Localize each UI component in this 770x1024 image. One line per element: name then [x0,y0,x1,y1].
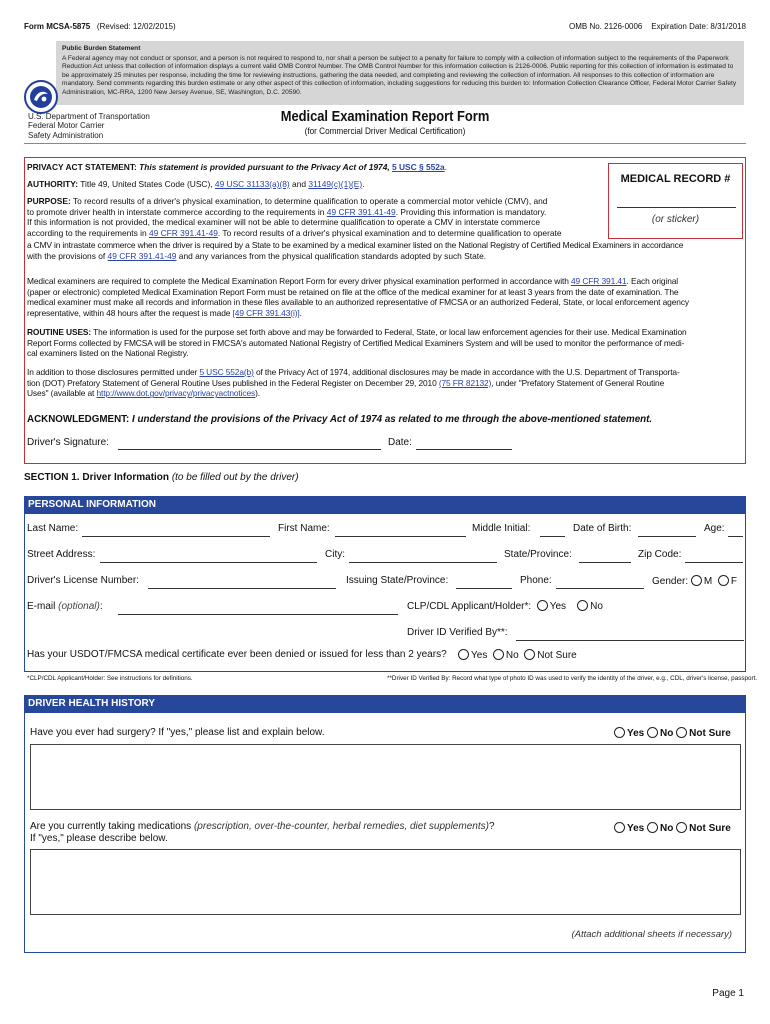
authority-link-2[interactable]: 31149(c)(1)(E) [308,179,363,189]
denied-notsure-label: Not Sure [537,650,577,661]
signature-date-field[interactable] [416,449,512,450]
phone-input[interactable] [556,588,644,589]
add-link-3[interactable]: http://www.dot.gov/privacy/privacyactnotices [96,388,256,399]
issuing-state-label: Issuing State/Province: [346,575,449,586]
agency-name [28,112,150,140]
authority-text: Title 49, United States Code (USC), [80,179,213,189]
section-1-label: SECTION 1. Driver Information [24,472,170,483]
last-name-label: Last Name: [27,523,79,534]
email-label: E-mail [27,601,56,612]
medication-yes-radio[interactable] [614,822,625,833]
city-input[interactable] [349,562,497,563]
agency-line-3: Safety Administration [28,130,104,140]
clp-no-radio[interactable] [577,600,588,611]
medication-question [30,821,495,832]
city-label: City: [325,549,345,560]
gender-group [652,575,737,587]
privacy-act-line: PRIVACY ACT STATEMENT: This statement is provided pursuant to the Privacy Act of 1974, 5 USC § 552a. [27,162,447,172]
clp-group [407,600,603,612]
add-text-1b: of the Privacy Act of 1974, additional disclosures may be made in accordance with the U.S. Department of Transporta- [255,367,680,377]
denied-yes-label: Yes [471,650,488,661]
gender-f-label: F [730,576,737,587]
req-link-2[interactable]: [49 CFR 391.43(i)] [232,307,300,318]
surgery-notsure-label: Not Sure [689,728,731,739]
clp-yes-radio[interactable] [537,600,548,611]
gender-label: Gender: [652,576,689,587]
surgery-question: Have you ever had surgery? If "yes," please list and explain below. [30,727,325,738]
denied-question: Has your USDOT/FMCSA medical certificate ever been denied or issued for less than 2 years? [27,649,447,660]
surgery-no-label: No [660,728,674,739]
purpose-block-2 [27,240,745,261]
license-label: Driver's License Number: [27,575,139,586]
medical-record-label: MEDICAL RECORD # [620,173,731,185]
health-history-header: DRIVER HEALTH HISTORY [24,695,746,713]
zip-input[interactable] [685,562,743,563]
routine-uses-block [27,327,745,359]
clp-yes-label: Yes [549,601,567,612]
burden-text: A Federal agency may not conduct or sponsor, and a person is not required to respond to, nor shall a person be subject to a penalty for failure to comply with a collection of information subject to the requirements of the Paperwork Reduction Act unless that collection of information displays a current valid OMB Control Number. The OMB Control Number for this information collection is 2126-0006. Public reporting for this collection of information is estimated to be approximately 25 minutes per response, including the time for reviewing instructions, gathering the data needed, and completing and reviewing the collection of information. All responses to this collection of information are mandatory. Send comments regarding this burden estimate or any other aspect of this collection of information, including suggestions for reducing this burden to: Information Collection Clearance Officer, Federal Motor Carrier Safety Administration, MC-RRA, 1200 New Jersey Avenue, SE, Washington, D.C. 20590. [62,54,737,96]
requirements-block [27,276,745,318]
denied-no-label: No [505,650,519,661]
medication-notsure-radio[interactable] [676,822,687,833]
purpose-text-4a: according to the requirements in [27,227,147,238]
acknowledgment-line [27,414,745,425]
medication-question-text: Are you currently taking medications [30,821,192,832]
surgery-yes-radio[interactable] [614,727,625,738]
issuing-state-input[interactable] [456,588,512,589]
purpose-block [27,196,607,238]
medication-textarea[interactable] [30,849,741,915]
req-text-4a: representative, within 48 hours after the request is made [27,307,231,318]
verified-label: Driver ID Verified By**: [407,627,508,638]
email-optional: (optional) [58,601,100,612]
first-name-label: First Name: [278,523,330,534]
email-label-group [27,601,103,612]
purpose-text-2: to promote driver health in interstate commerce according to the requirements in [27,206,325,217]
privacy-label: PRIVACY ACT STATEMENT: [27,162,137,172]
surgery-notsure-radio[interactable] [676,727,687,738]
agency-line-1: U.S. Department of Transportation [28,112,150,121]
purpose-text-3: If this information is not provided, the medical examiner will not be able to determine qualification to operate a CMV in interstate commerce [27,217,540,228]
signature-label: Driver's Signature: [27,437,109,448]
clp-no-label: No [590,601,603,612]
section-1-hint: (to be filled out by the driver) [171,472,299,483]
authority-and: and [292,179,307,189]
surgery-textarea[interactable] [30,744,741,810]
signature-date-label: Date: [388,437,412,448]
medication-notsure-label: Not Sure [689,823,731,834]
phone-label: Phone: [520,575,552,586]
medication-yes-label: Yes [627,823,645,834]
email-colon: : [99,601,103,612]
personal-info-header: PERSONAL INFORMATION [24,496,746,514]
signature-field[interactable] [118,449,381,450]
form-title: Medical Examination Report Form [280,108,490,125]
zip-label: Zip Code: [638,549,682,560]
denied-options [458,649,577,661]
dob-label: Date of Birth: [573,523,632,534]
email-input[interactable] [118,614,398,615]
medical-record-sticker-hint: (or sticker) [651,214,700,225]
medication-options [614,822,731,834]
purpose-text-2-end: . Providing this information is mandatory. [395,206,547,217]
purpose-link-2[interactable]: 49 CFR 391.41-49 [148,227,218,238]
purpose-text-5: a CMV in intrastate commerce when the driver is required by a State to be examined by a medical examiner listed on the National Registry of Certified Medical Examiners in accordance [27,240,684,250]
attach-sheets-note: (Attach additional sheets if necessary) [571,929,732,940]
surgery-options [614,727,731,739]
gender-m-radio[interactable] [691,575,702,586]
add-text-2b: , under "Prefatory Statement of General Routine [491,377,665,388]
purpose-link-3[interactable]: 49 CFR 391.41-49 [107,250,177,261]
authority-label: AUTHORITY: [27,179,79,189]
req-text-2: (paper or electronic) completed Medical Examination Report Form must be retained on file at the office of the medical examiner for at least 3 years from the date of examination. The [27,286,679,297]
verified-input[interactable] [516,640,744,641]
public-burden-statement [56,41,744,105]
state-label: State/Province: [504,549,572,560]
routine-label: ROUTINE USES: [27,327,92,337]
surgery-yes-label: Yes [627,728,645,739]
state-input[interactable] [579,562,631,563]
clp-footnote: *CLP/CDL Applicant/Holder: See instructions for definitions. [27,675,193,682]
purpose-label: PURPOSE: [27,196,71,206]
agency-line-2: Federal Motor Carrier [28,121,105,131]
license-input[interactable] [148,588,336,589]
req-text-4b: . [299,307,302,318]
revised-date: (Revised: 12/02/2015) [96,22,176,31]
purpose-link-1[interactable]: 49 CFR 391.41-49 [326,206,396,217]
surgery-no-radio[interactable] [647,727,658,738]
privacy-statement-text: This statement is provided pursuant to the Privacy Act of 1974, [139,162,390,172]
add-link-1[interactable]: 5 USC 552a(b) [199,367,254,377]
purpose-text-6b: and any variances from the physical qualification standards adopted by such State. [178,250,487,261]
req-text-3: medical examiner must make all records and information in these files available to an authorized representative of FMCSA or an authorized Federal, State, or local enforcement agency [27,297,690,308]
additional-disclosures-block [27,367,745,399]
routine-text-3: cal examiners listed on the National Registry. [27,348,189,359]
add-text-3a: Uses" (available at [27,388,95,399]
clp-label: CLP/CDL Applicant/Holder*: [407,601,532,612]
purpose-text-4b: . To record results of a driver's physical examination and to determine qualification to operate [217,227,562,238]
form-number: Form MCSA-5875 [24,22,91,31]
form-subtitle: (for Commercial Driver Medical Certification) [304,126,466,137]
verified-footnote: **Driver ID Verified By: Record what type of photo ID was used to verify the identity of the driver, e.g., CDL, driver's license, passport. [387,675,758,682]
medical-record-box[interactable] [608,163,743,239]
denied-no-radio[interactable] [493,649,504,660]
denied-yes-radio[interactable] [458,649,469,660]
req-text-1b: . Each original [626,276,679,286]
add-text-2a: tion (DOT) Prefatory Statement of General Routine Uses published in the Federal Register on December 29, 2010 [27,377,437,388]
header-divider [24,143,746,144]
req-link-1[interactable]: 49 CFR 391.41 [571,276,627,286]
burden-title: Public Burden Statement [62,45,141,52]
add-text-1a: In addition to those disclosures permitted under [27,367,198,377]
medication-no-label: No [660,823,674,834]
omb-header [569,22,746,31]
authority-link-1[interactable]: 49 USC 31133(a)(8) [214,179,290,189]
age-input[interactable] [728,536,743,537]
ack-label: ACKNOWLEDGMENT: [27,414,130,425]
routine-text-1: The information is used for the purpose set forth above and may be forwarded to Federal, State, or local law enforcement agencies for their use. Medical Examination [93,327,687,337]
ack-text: I understand the provisions of the Privacy Act of 1974 as related to me through the above-mentioned statement. [132,414,653,425]
medication-no-radio[interactable] [647,822,658,833]
middle-initial-input[interactable] [540,536,565,537]
req-text-1a: Medical examiners are required to complete the Medical Examination Report Form for every driver physical examination performed in accordance with [27,276,569,286]
purpose-text-1: To record results of a driver's physical examination, to determine qualification to operate a commercial motor vehicle (CMV), and [72,196,548,206]
page-number: Page 1 [712,988,744,999]
add-text-3b: ). [255,388,260,399]
street-input[interactable] [100,562,317,563]
form-id-header [24,22,176,31]
omb-number: OMB No. 2126-0006 [569,22,643,31]
section-1-title [24,472,299,483]
medication-question-hint: (prescription, over-the-counter, herbal remedies, diet supplements) [193,821,489,832]
age-label: Age: [704,523,725,534]
expiration-date: Expiration Date: 8/31/2018 [651,22,746,31]
privacy-link-552a[interactable]: 5 USC § 552a [392,162,445,172]
first-name-input[interactable] [335,536,466,537]
middle-initial-label: Middle Initial: [472,523,531,534]
authority-line: AUTHORITY: Title 49, United States Code (USC), 49 USC 31133(a)(8) and 31149(c)(1)(E). [27,179,365,189]
gender-m-label: M [703,576,713,587]
last-name-input[interactable] [82,536,270,537]
purpose-text-6a: with the provisions of [27,250,106,261]
dob-input[interactable] [638,536,696,537]
medical-record-line [617,207,736,208]
routine-text-2: Report Forms collected by FMCSA will be stored in FMCSA's automated National Registry of Certified Medical Examiners System and will be used to monitor the performance of medi- [27,337,685,348]
denied-notsure-radio[interactable] [524,649,535,660]
street-label: Street Address: [27,549,96,560]
add-link-2[interactable]: (75 FR 82132) [438,377,492,388]
dot-logo-icon [24,80,58,114]
medication-question-mark: ? [488,821,495,832]
gender-f-radio[interactable] [718,575,729,586]
medication-describe: If "yes," please describe below. [30,833,168,844]
